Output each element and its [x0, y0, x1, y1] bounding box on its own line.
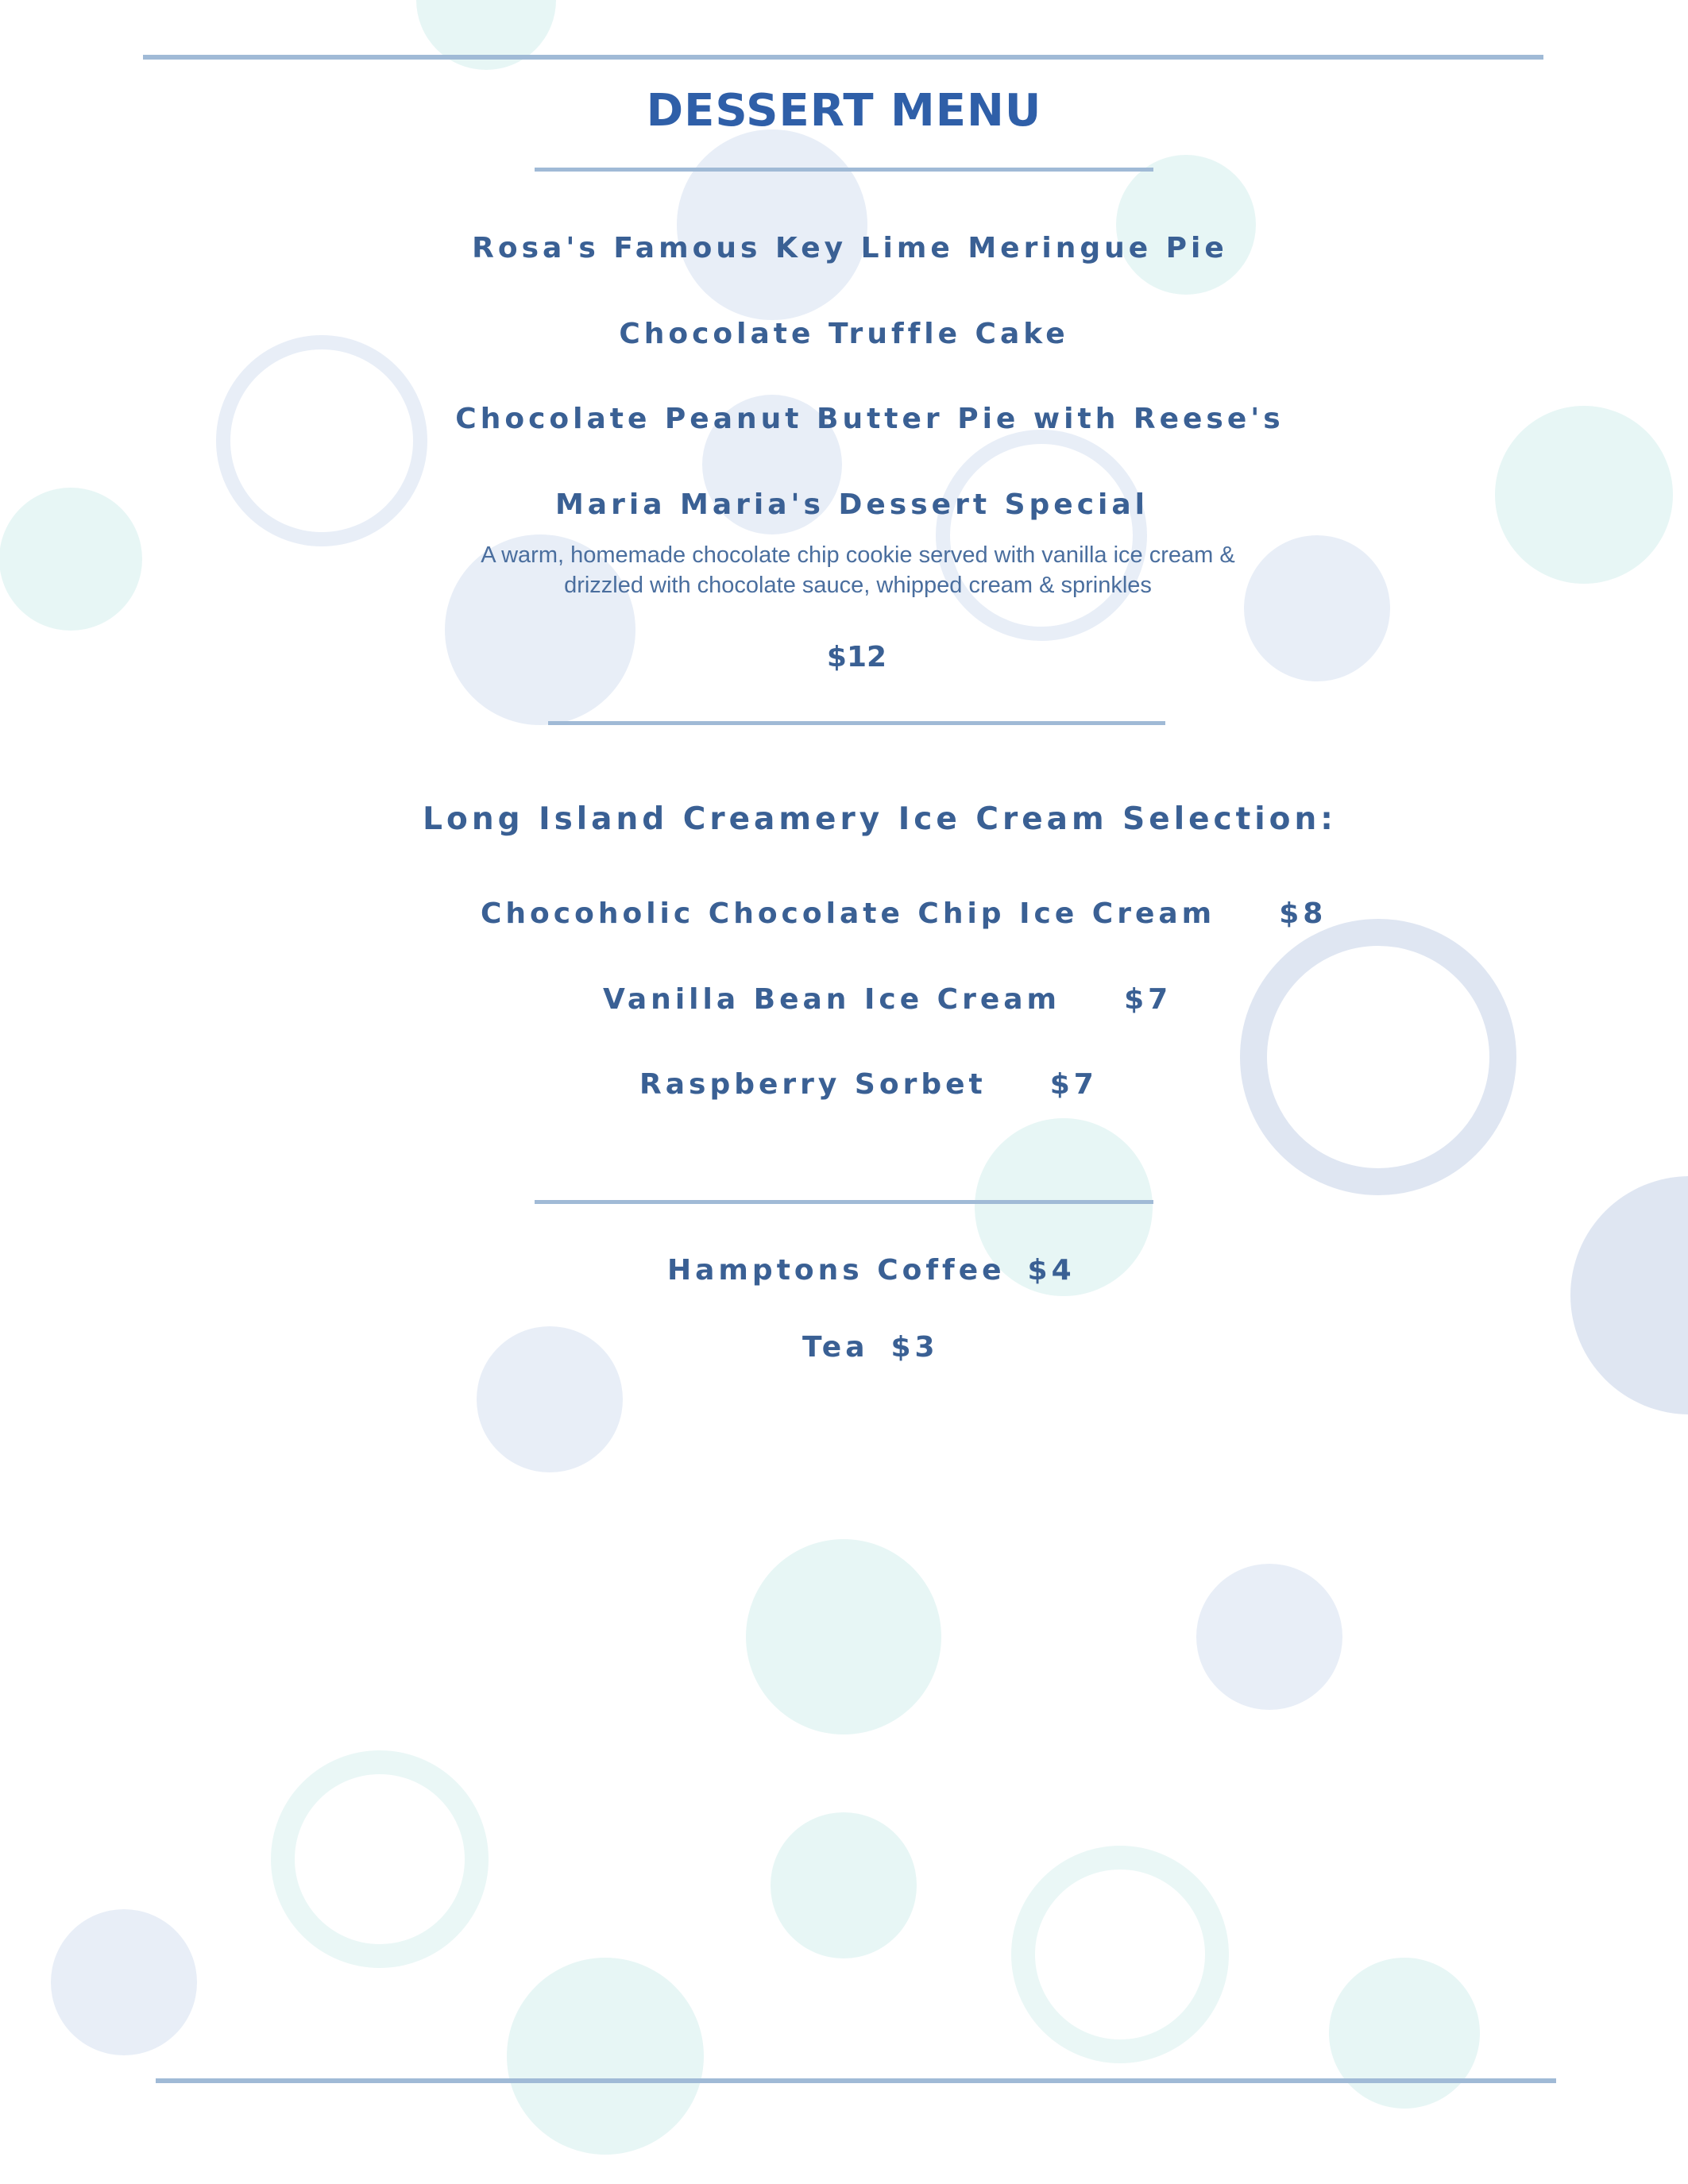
ice-cream-price: $7: [1049, 1068, 1098, 1101]
ice-cream-name: Vanilla Bean Ice Cream: [603, 983, 1061, 1016]
decor-ring: [943, 437, 1140, 634]
drink-name: Hamptons Coffee: [667, 1254, 1006, 1287]
ice-cream-name: Chocoholic Chocolate Chip Ice Cream: [481, 897, 1216, 930]
decor-ring: [1023, 1858, 1217, 2051]
decor-dot: [507, 1958, 704, 2155]
ice-cream-item: [481, 897, 1327, 930]
dessert-item: Chocolate Peanut Butter Pie with Reese's: [455, 403, 1284, 435]
decor-ring: [1253, 932, 1503, 1182]
decor-dot: [771, 1812, 917, 1958]
ice-cream-name: Raspberry Sorbet: [639, 1068, 987, 1101]
desserts-divider: [548, 721, 1165, 725]
drink-name: Tea: [802, 1331, 869, 1364]
decor-dot: [51, 1909, 197, 2055]
ice-cream-price: $8: [1279, 897, 1327, 930]
decor-dot: [746, 1539, 941, 1734]
page-title: DESSERT MENU: [646, 85, 1042, 137]
decor-ring: [283, 1762, 477, 1956]
decor-dot: [1116, 155, 1256, 295]
ice-cream-heading: Long Island Creamery Ice Cream Selection:: [423, 801, 1337, 837]
drink-item: [802, 1331, 939, 1364]
drink-price: $4: [1027, 1254, 1076, 1287]
drink-item: [667, 1254, 1076, 1287]
dessert-special-description: A warm, homemade chocolate chip cookie served with vanilla ice cream & drizzled with chocolate sauce, whipped cream & sprinkles: [481, 542, 1235, 598]
title-underline: [535, 168, 1153, 172]
ice-cream-item: [639, 1068, 1098, 1101]
top-rule: [143, 55, 1543, 60]
decor-dot: [477, 1326, 623, 1472]
dessert-item: Rosa's Famous Key Lime Meringue Pie: [472, 232, 1228, 264]
ice-cream-item: [603, 983, 1172, 1016]
decor-dot: [677, 129, 867, 320]
ice-cream-price: $7: [1124, 983, 1172, 1016]
decor-dot: [1329, 1958, 1480, 2109]
ice-cream-divider: [535, 1200, 1153, 1204]
dessert-item: Chocolate Truffle Cake: [619, 318, 1069, 350]
dessert-special-name: Maria Maria's Dessert Special: [554, 488, 1149, 521]
decor-dot: [1570, 1176, 1688, 1414]
dessert-special-price: $12: [826, 641, 887, 673]
drink-price: $3: [890, 1331, 939, 1364]
decor-dot: [1196, 1564, 1342, 1710]
bottom-rule: [156, 2078, 1556, 2083]
